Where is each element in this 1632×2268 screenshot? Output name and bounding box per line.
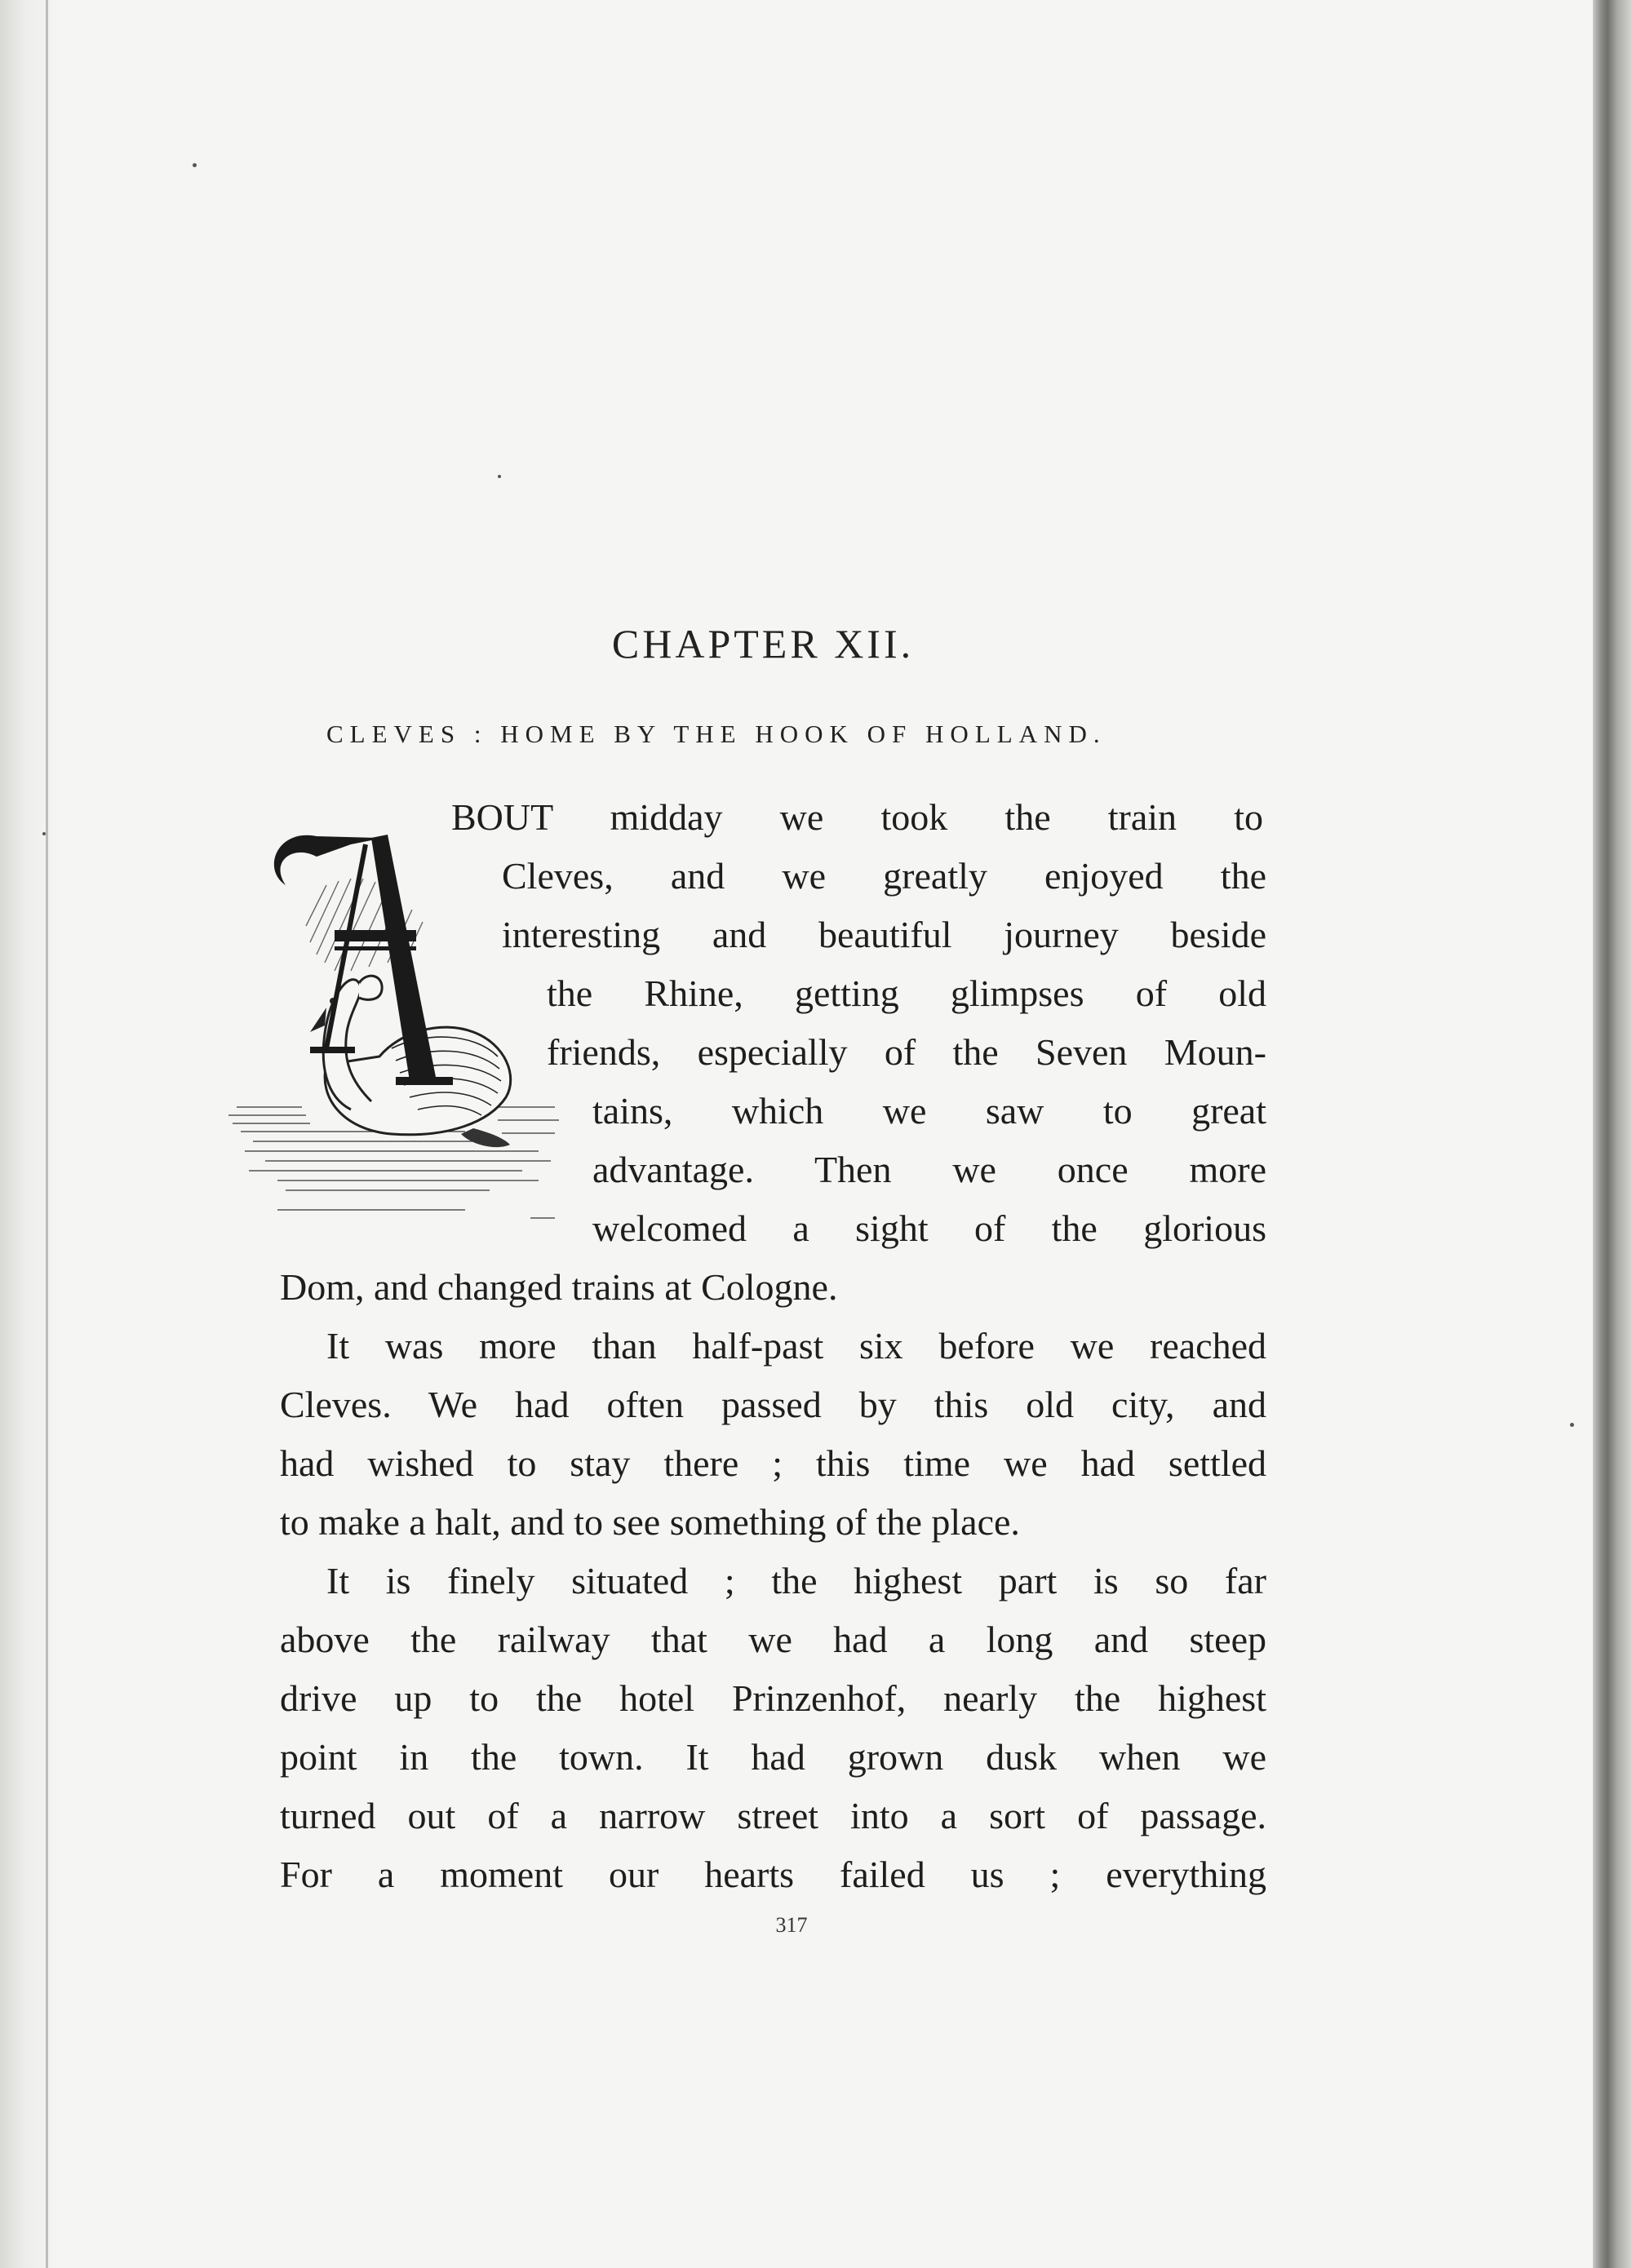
paper-speck [193, 163, 197, 167]
text-line: point in the town. It had grown dusk when we [280, 1736, 1266, 1778]
text-line: Cleves. We had often passed by this old city, and [280, 1384, 1266, 1425]
text-line: drive up to the hotel Prinzenhof, nearly the highest [280, 1677, 1266, 1719]
book-edge [1593, 0, 1632, 2268]
text-line: interesting and beautiful journey beside [502, 914, 1266, 955]
text-line: BOUT midday we took the train to [451, 796, 1263, 838]
paper-speck [1570, 1423, 1574, 1427]
chapter-subtitle: CLEVES : HOME BY THE HOOK OF HOLLAND. [326, 720, 1106, 748]
text-line: welcomed a sight of the glorious [592, 1207, 1266, 1249]
text-line: friends, especially of the Seven Moun- [547, 1031, 1266, 1073]
text-line: the Rhine, getting glimpses of old [547, 972, 1266, 1014]
text-line: It was more than half-past six before we reached [326, 1325, 1266, 1367]
drop-cap-letter-a [274, 835, 453, 1085]
text-line: turned out of a narrow street into a sort of passage. [280, 1795, 1266, 1836]
text-line: Cleves, and we greatly enjoyed the [502, 855, 1266, 897]
paper-speck [498, 475, 501, 478]
paper-speck [42, 832, 46, 835]
page-number: 317 [775, 1913, 808, 1937]
text-line: had wished to stay there ; this time we had settled [280, 1442, 1266, 1484]
text-line: It is finely situated ; the highest part is so far [326, 1560, 1266, 1601]
text-line: advantage. Then we once more [592, 1149, 1266, 1190]
text-line: to make a halt, and to see something of the place. [280, 1501, 1020, 1543]
chapter-title: CHAPTER XII. [611, 621, 915, 667]
text-line: Dom, and changed trains at Cologne. [280, 1266, 838, 1308]
text-line: above the railway that we had a long and steep [280, 1619, 1266, 1660]
text-line: For a moment our hearts failed us ; everything [280, 1854, 1266, 1895]
text-line: tains, which we saw to great [592, 1090, 1266, 1132]
